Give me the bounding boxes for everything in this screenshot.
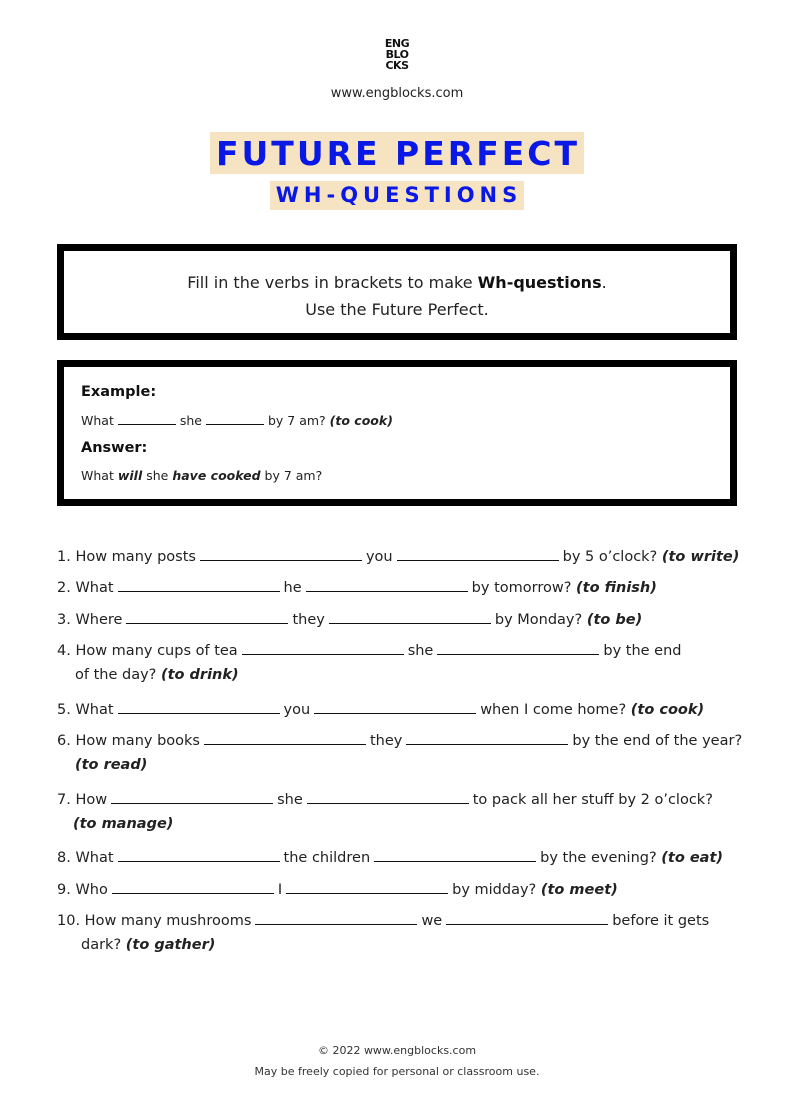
- question-10-continued: dark? (to gather): [81, 937, 216, 953]
- worksheet-subtitle: WH-QUESTIONS: [270, 181, 525, 210]
- worksheet-title: FUTURE PERFECT: [210, 132, 584, 174]
- question-4: 4. How many cups of tea she by the end: [57, 640, 681, 659]
- question-7-continued: (to manage): [73, 816, 174, 832]
- answer-blank[interactable]: [329, 609, 491, 624]
- question-6: 6. How many books they by the end of the year?: [57, 730, 742, 749]
- answer-sentence: What will she have cooked by 7 am?: [81, 468, 323, 483]
- footer-note: May be freely copied for personal or classroom use.: [254, 1065, 540, 1078]
- answer-blank[interactable]: [111, 789, 273, 804]
- answer-blank[interactable]: [397, 546, 559, 561]
- instructions-line-1: Fill in the verbs in brackets to make Wh-questions.: [187, 273, 607, 292]
- question-9: 9. Who I by midday? (to meet): [57, 879, 618, 898]
- logo-line: CKS: [385, 59, 409, 72]
- answer-blank[interactable]: [307, 789, 469, 804]
- example-label: Example:: [81, 384, 157, 400]
- question-1: 1. How many posts you by 5 o’clock? (to write): [57, 546, 739, 565]
- question-6-continued: (to read): [75, 757, 148, 773]
- answer-blank[interactable]: [374, 847, 536, 862]
- instructions-line-2: Use the Future Perfect.: [305, 300, 489, 319]
- question-5: 5. What you when I come home? (to cook): [57, 699, 704, 718]
- logo-line: BLO: [385, 48, 409, 61]
- footer-copyright: © 2022 www.engblocks.com: [317, 1044, 477, 1057]
- answer-blank[interactable]: [200, 546, 362, 561]
- answer-blank[interactable]: [126, 609, 288, 624]
- answer-blank[interactable]: [118, 577, 280, 592]
- question-10: 10. How many mushrooms we before it gets: [57, 910, 709, 929]
- website-url: www.engblocks.com: [330, 86, 464, 101]
- answer-blank[interactable]: [112, 879, 274, 894]
- answer-blank[interactable]: [204, 730, 366, 745]
- answer-blank[interactable]: [437, 640, 599, 655]
- answer-blank[interactable]: [242, 640, 404, 655]
- answer-blank[interactable]: [306, 577, 468, 592]
- question-2: 2. What he by tomorrow? (to finish): [57, 577, 657, 596]
- question-7: 7. How she to pack all her stuff by 2 o’clock?: [57, 789, 713, 808]
- answer-blank[interactable]: [118, 699, 280, 714]
- engblocks-logo: [0, 38, 794, 71]
- question-3: 3. Where they by Monday? (to be): [57, 609, 642, 628]
- answer-blank[interactable]: [446, 910, 608, 925]
- answer-blank[interactable]: [406, 730, 568, 745]
- answer-blank[interactable]: [255, 910, 417, 925]
- answer-blank[interactable]: [314, 699, 476, 714]
- answer-blank[interactable]: [118, 847, 280, 862]
- example-box: [57, 360, 737, 506]
- question-8: 8. What the children by the evening? (to eat): [57, 847, 723, 866]
- logo-line: ENG: [384, 37, 410, 50]
- example-sentence: What she by 7 am? (to cook): [81, 413, 393, 428]
- instructions-box: [57, 244, 737, 340]
- question-4-continued: of the day? (to drink): [75, 667, 239, 683]
- answer-label: Answer:: [81, 440, 148, 456]
- answer-blank[interactable]: [286, 879, 448, 894]
